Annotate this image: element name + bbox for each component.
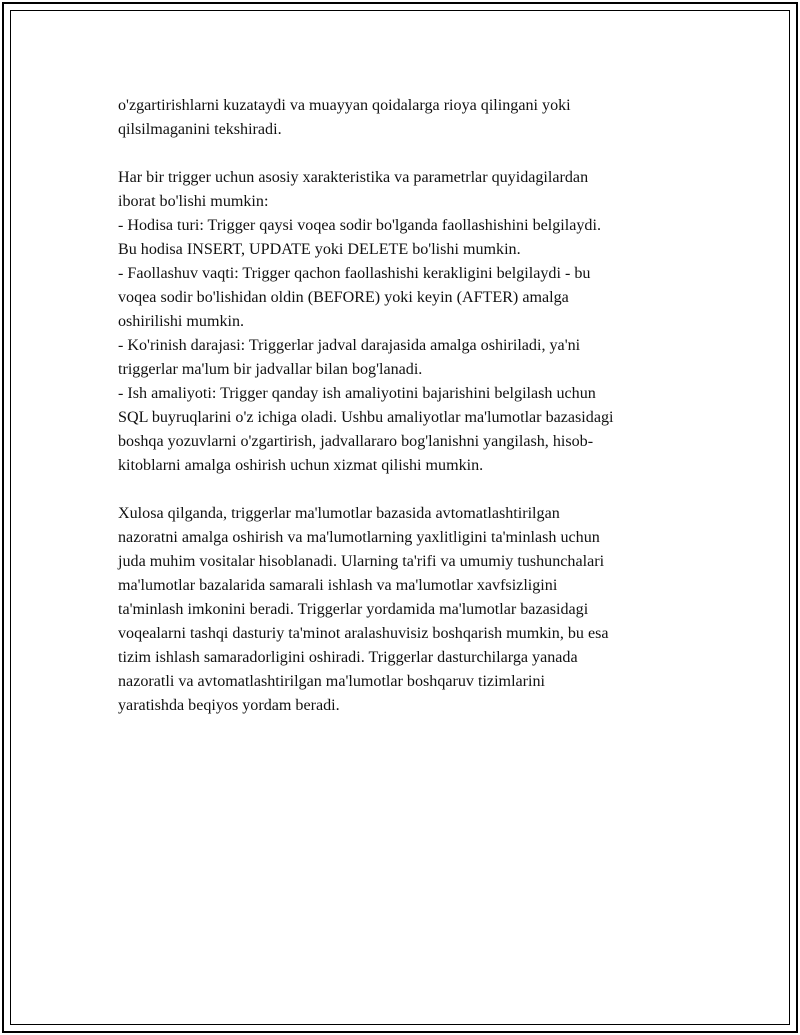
text-line: ma'lumotlar bazalarida samarali ishlash va ma'lumotlar xavfsizligini — [118, 577, 558, 594]
text-line: Har bir trigger uchun asosiy xarakteristika va parametrlar quyidagilardan — [118, 169, 589, 186]
text-line: iborat bo'lishi mumkin: — [118, 193, 269, 210]
list-item-operation: - Ish amaliyoti: Trigger qanday ish amaliyotini bajarishini belgilash uchun — [118, 385, 596, 402]
text-line: Bu hodisa INSERT, UPDATE yoki DELETE bo'lishi mumkin. — [118, 241, 521, 258]
list-item-event-type: - Hodisa turi: Trigger qaysi voqea sodir bo'lganda faollashishini belgilaydi. — [118, 217, 601, 234]
text-line: oshirilishi mumkin. — [118, 313, 245, 330]
text-line: nazoratni amalga oshirish va ma'lumotlarning yaxlitligini ta'minlash uchun — [118, 529, 600, 546]
text-line: kitoblarni amalga oshirish uchun xizmat qilishi mumkin. — [118, 457, 484, 474]
text-line: o'zgartirishlarni kuzataydi va muayyan qoidalarga rioya qilingani yoki — [118, 97, 571, 114]
paragraph-conclusion — [118, 502, 678, 718]
text-line: voqea sodir bo'lishidan oldin (BEFORE) yoki keyin (AFTER) amalga — [118, 289, 569, 306]
paragraph-intro-continuation — [118, 94, 678, 142]
paragraph-trigger-characteristics — [118, 166, 678, 478]
list-item-visibility-level: - Ko'rinish darajasi: Triggerlar jadval darajasida amalga oshiriladi, ya'ni — [118, 337, 581, 354]
text-line: boshqa yozuvlarni o'zgartirish, jadvallararo bog'lanishni yangilash, hisob- — [118, 433, 594, 450]
text-line: tizim ishlash samaradorligini oshiradi. Triggerlar dasturchilarga yanada — [118, 649, 578, 666]
text-line: nazoratli va avtomatlashtirilgan ma'lumotlar boshqaruv tizimlarini — [118, 673, 546, 690]
list-item-activation-time: - Faollashuv vaqti: Trigger qachon faollashishi kerakligini belgilaydi - bu — [118, 265, 591, 282]
text-line: voqealarni tashqi dasturiy ta'minot aralashuvisiz boshqarish mumkin, bu esa — [118, 625, 609, 642]
text-line: juda muhim vositalar hisoblanadi. Ularning ta'rifi va umumiy tushunchalari — [118, 553, 605, 570]
text-line: ta'minlash imkonini beradi. Triggerlar yordamida ma'lumotlar bazasidagi — [118, 601, 589, 618]
text-line: yaratishda beqiyos yordam beradi. — [118, 697, 340, 714]
document-body — [118, 94, 678, 742]
text-line: Xulosa qilganda, triggerlar ma'lumotlar bazasida avtomatlashtirilgan — [118, 505, 560, 522]
text-line: triggerlar ma'lum bir jadvallar bilan bog'lanadi. — [118, 361, 423, 378]
text-line: SQL buyruqlarini o'z ichiga oladi. Ushbu amaliyotlar ma'lumotlar bazasidagi — [118, 409, 614, 426]
text-line: qilsilmaganini tekshiradi. — [118, 121, 282, 138]
